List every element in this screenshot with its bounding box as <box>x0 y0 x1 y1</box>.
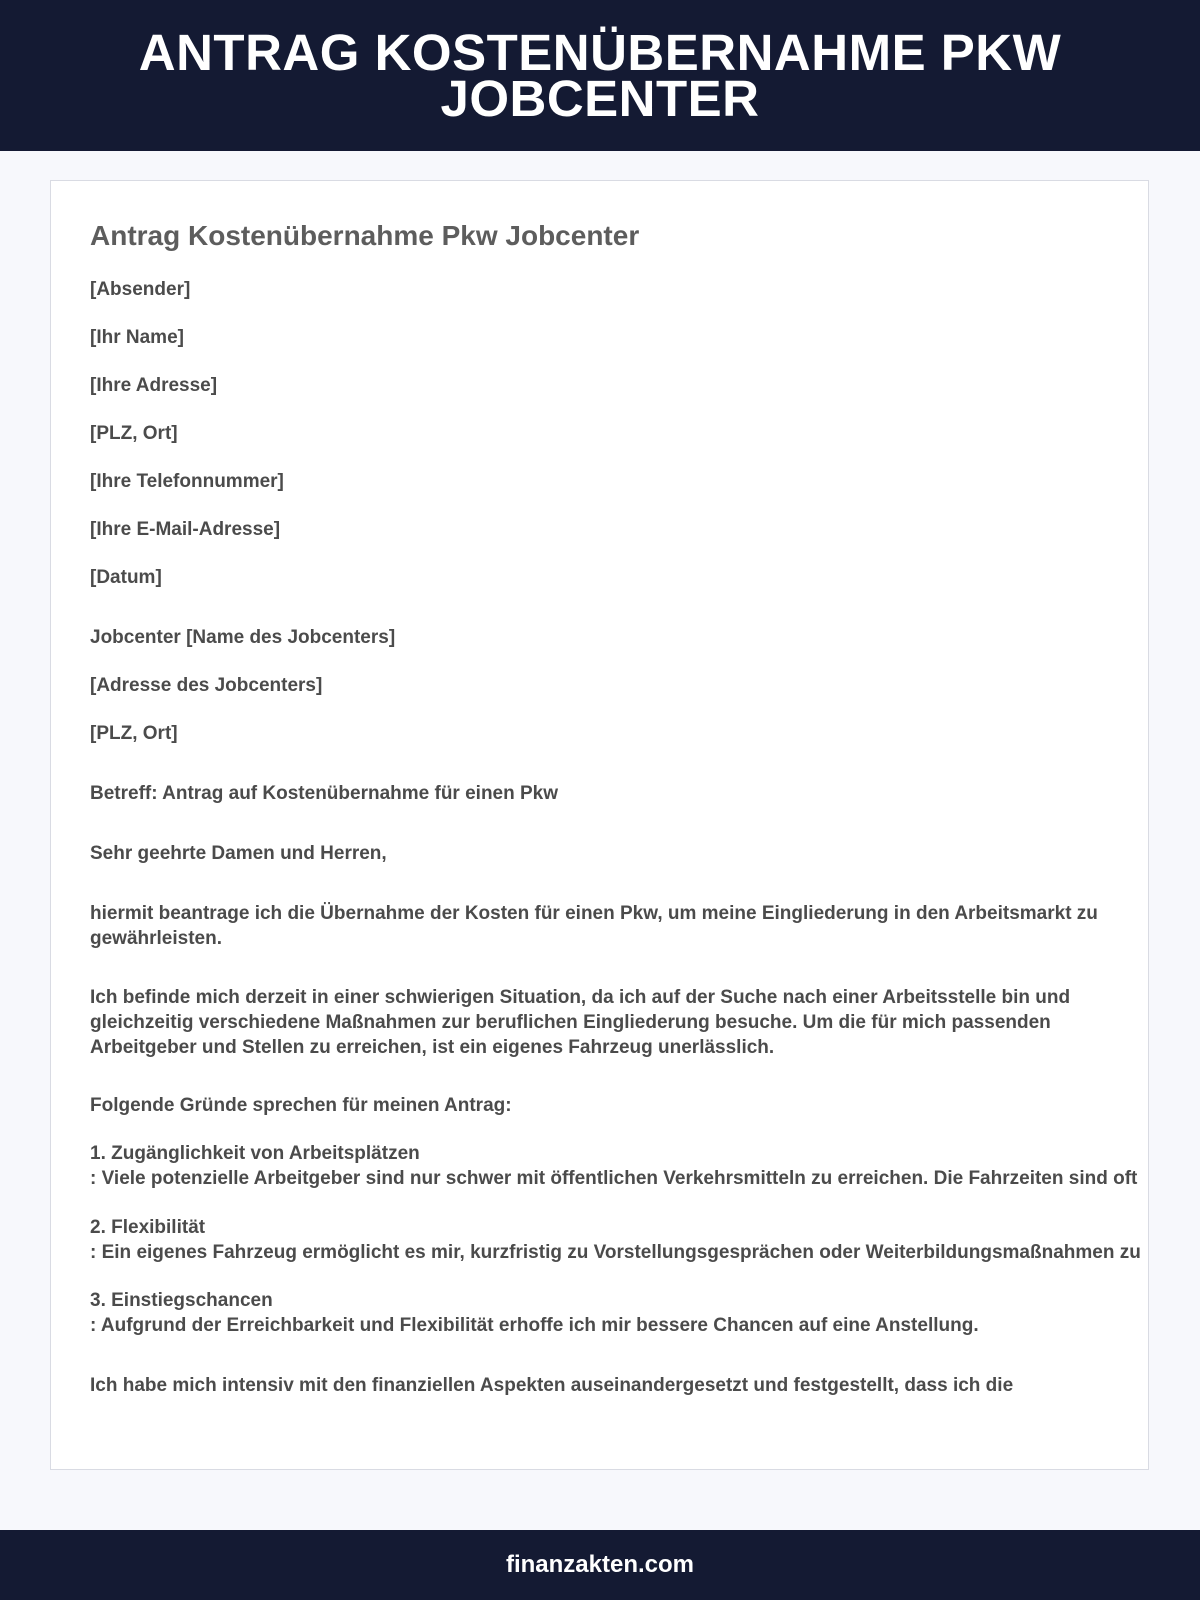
reason-text: : Aufgrund der Erreichbarkeit und Flexibilität erhoffe ich mir bessere Chancen auf eine Anstellung. <box>90 1315 979 1336</box>
sender-line: [Absender] <box>90 279 191 300</box>
footer-banner <box>0 1530 1200 1600</box>
reason-text: : Viele potenzielle Arbeitgeber sind nur schwer mit öffentlichen Verkehrsmitteln zu erreichen. Die Fahrzeiten sind oft <box>90 1168 1138 1189</box>
recipient-line: Jobcenter [Name des Jobcenters] <box>90 627 396 648</box>
subject-line: Betreff: Antrag auf Kostenübernahme für einen Pkw <box>90 783 559 804</box>
recipient-line: [Adresse des Jobcenters] <box>90 675 323 696</box>
body-paragraph: Ich befinde mich derzeit in einer schwierigen Situation, da ich auf der Suche nach einer Arbeitsstelle bin und gleichzeitig verschiedene Maßnahmen zur beruflichen Eingliederung besuche. Um die für mich passenden Arbeitgeber und Stellen zu erreichen, ist ein eigenes Fahrzeug unerlässlich. <box>90 987 1071 1058</box>
date-line: [Datum] <box>90 567 162 588</box>
reasons-intro: Folgende Gründe sprechen für meinen Antrag: <box>90 1095 512 1116</box>
reason-heading: 2. Flexibilität <box>90 1217 206 1238</box>
body-paragraph: Ich habe mich intensiv mit den finanziellen Aspekten auseinandergesetzt und festgestellt, dass ich die <box>90 1375 1014 1396</box>
salutation: Sehr geehrte Damen und Herren, <box>90 843 387 864</box>
reason-heading: 1. Zugänglichkeit von Arbeitsplätzen <box>90 1143 420 1164</box>
sender-line: [Ihre Telefonnummer] <box>90 471 284 492</box>
sender-line: [Ihr Name] <box>90 327 184 348</box>
page-title: ANTRAG KOSTENÜBERNAHME PKW JOBCENTER <box>138 23 1062 127</box>
reason-text: : Ein eigenes Fahrzeug ermöglicht es mir, kurzfristig zu Vorstellungsgesprächen oder Weiterbildungsmaßnahmen zu <box>90 1242 1141 1263</box>
top-banner <box>0 0 1200 151</box>
footer-site-link[interactable]: finanzakten.com <box>505 1551 695 1578</box>
sender-line: [Ihre E-Mail-Adresse] <box>90 519 281 540</box>
document-title: Antrag Kostenübernahme Pkw Jobcenter <box>90 220 640 251</box>
recipient-line: [PLZ, Ort] <box>90 723 178 744</box>
document-card <box>50 180 1149 1470</box>
sender-line: [PLZ, Ort] <box>90 423 178 444</box>
sender-line: [Ihre Adresse] <box>90 375 218 396</box>
body-paragraph: hiermit beantrage ich die Übernahme der Kosten für einen Pkw, um meine Eingliederung in den Arbeitsmarkt zu gewährleisten. <box>90 903 1098 949</box>
reason-heading: 3. Einstiegschancen <box>90 1290 273 1311</box>
